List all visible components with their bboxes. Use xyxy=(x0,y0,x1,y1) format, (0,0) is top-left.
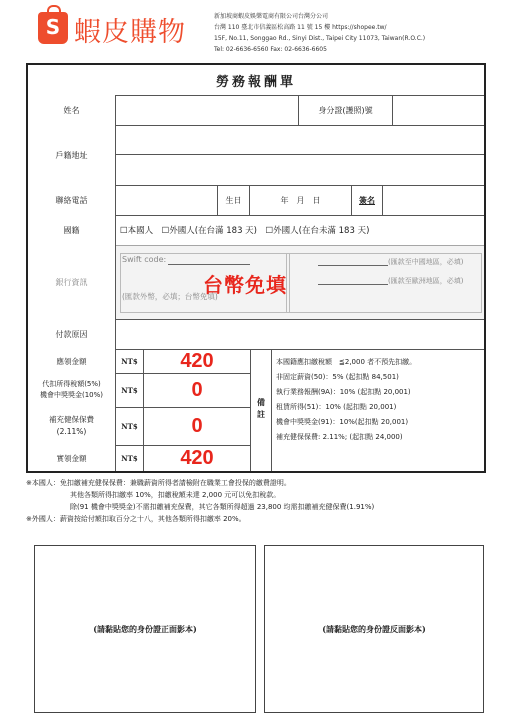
name-field[interactable] xyxy=(116,95,299,125)
id-back-box[interactable]: (請黏貼您的身份證反面影本) xyxy=(264,545,484,713)
address-field-2[interactable] xyxy=(116,155,484,184)
swift-label: Swift code: xyxy=(122,255,167,264)
footnote-line: 其他各類所得扣繳率 10%，扣繳稅額未達 2,000 元可以免扣稅款。 xyxy=(70,491,281,499)
remarks-list xyxy=(276,355,482,445)
amount-value[interactable]: 0 xyxy=(191,378,203,401)
amount-row xyxy=(28,349,250,374)
amount-row xyxy=(28,373,250,408)
footnotes xyxy=(26,477,496,525)
form-title: 勞務報酬單 xyxy=(215,74,296,90)
amount-currency: NT$ xyxy=(116,445,144,471)
logo-letter: S xyxy=(45,15,61,39)
swift-note: (匯款外幣，必填；台幣免填) xyxy=(122,292,218,301)
company-line: 新加坡商蝦皮娛樂電商有限公司台灣分公司 xyxy=(214,13,329,20)
swift-field[interactable] xyxy=(168,264,250,265)
company-line: 台灣 110 臺北市信義區松高路 11 號 15 樓 https://shopee.tw/ xyxy=(214,24,387,31)
bank-row xyxy=(28,245,484,320)
company-info xyxy=(214,11,425,55)
bank-field-1[interactable] xyxy=(318,265,388,266)
nationality-row xyxy=(28,215,484,246)
amount-value[interactable]: 420 xyxy=(180,349,214,372)
id-front-box[interactable]: (請黏貼您的身份證正面影本) xyxy=(34,545,256,713)
bank-note-2: (匯款至歐洲地區，必填) xyxy=(388,277,464,285)
id-field[interactable] xyxy=(393,95,484,125)
name-row xyxy=(28,95,484,126)
remuneration-form xyxy=(26,63,486,473)
sign-label: 簽名 xyxy=(352,185,383,215)
remark-item: 本國籍應扣繳稅額 ≦2,000 者不預先扣繳。 xyxy=(276,358,417,366)
nationality-options[interactable]: ☐本國人 ☐外國人(在台滿 183 天) ☐外國人(在台未滿 183 天) xyxy=(120,226,370,236)
footnote-line: 除(91 機會中獎獎金)不需扣繳補充保費，其它各類所得超過 23,800 均需扣繳補充健保費(1.91%) xyxy=(70,503,375,511)
amount-row xyxy=(28,407,250,446)
amount-currency: NT$ xyxy=(116,407,144,445)
company-line: Tel: 02-6636-6560 Fax: 02-6636-6605 xyxy=(214,46,327,53)
amount-currency: NT$ xyxy=(116,373,144,407)
footnote-line: ※外國人：薪資按給付額扣取百分之十八，其他各類所得扣繳率 20%。 xyxy=(26,515,246,523)
nationality-label: 國籍 xyxy=(28,215,116,245)
company-line: 15F, No.11, Songgao Rd., Sinyi Dist., Taipei City 11073, Taiwan(R.O.C.) xyxy=(214,35,426,42)
amount-label: 應領金額 xyxy=(28,349,116,373)
remark-label: 備註 xyxy=(256,398,266,422)
remark-item: 執行業務報酬(9A)：10% (起扣點 20,001) xyxy=(276,388,411,396)
amount-label: 實領金額 xyxy=(28,445,116,471)
brand-name: 蝦皮購物 xyxy=(74,17,186,48)
remark-item: 機會中獎獎金(91)：10%(起扣點 20,001) xyxy=(276,418,409,426)
title-row xyxy=(28,65,484,96)
sign-field[interactable] xyxy=(383,185,484,215)
shopee-logo-icon xyxy=(38,12,68,44)
amounts-block xyxy=(28,349,484,471)
name-label: 姓名 xyxy=(28,95,116,125)
footnote-line: ※本國人：免扣繳補充健保保費：兼職薪資所得者請檢附在職業工會投保的繳費證明。 xyxy=(26,479,291,487)
amount-label: 代扣所得稅額(5%) 機會中獎獎金(10%) xyxy=(28,373,116,407)
phone-field[interactable] xyxy=(116,185,218,215)
address-label: 戶籍地址 xyxy=(28,125,116,185)
amount-currency: NT$ xyxy=(116,349,144,373)
bank-stamp: 台幣免填 xyxy=(203,275,287,297)
remark-label-cell xyxy=(250,349,272,471)
amount-label: 補充健保保費 (2.11%) xyxy=(28,407,116,445)
birthday-label: 生日 xyxy=(218,185,250,215)
amount-value[interactable]: 420 xyxy=(180,446,214,469)
payment-reason-row xyxy=(28,319,484,350)
id-label: 身分證(護照)號 xyxy=(299,95,393,125)
birthday-field[interactable]: 年 月 日 xyxy=(250,185,352,215)
payment-reason-field[interactable] xyxy=(116,319,484,349)
remark-item: 非固定薪資(50)：5% (起扣點 84,501) xyxy=(276,373,399,381)
bank-note-1: (匯款至中國地區，必填) xyxy=(388,258,464,266)
amount-value[interactable]: 0 xyxy=(191,414,203,437)
amount-row xyxy=(28,445,250,471)
remark-item: 租賃所得(51)：10% (起扣點 20,001) xyxy=(276,403,397,411)
bank-label: 銀行資訊 xyxy=(28,245,116,319)
payment-reason-label: 付款原因 xyxy=(28,319,116,349)
remark-item: 補充健保保費: 2.11%; (起扣點 24,000) xyxy=(276,433,403,441)
address-row xyxy=(28,125,484,186)
address-field-1[interactable] xyxy=(116,125,484,154)
phone-label: 聯絡電話 xyxy=(28,185,116,215)
bank-field-2[interactable] xyxy=(318,284,388,285)
phone-row xyxy=(28,185,484,216)
